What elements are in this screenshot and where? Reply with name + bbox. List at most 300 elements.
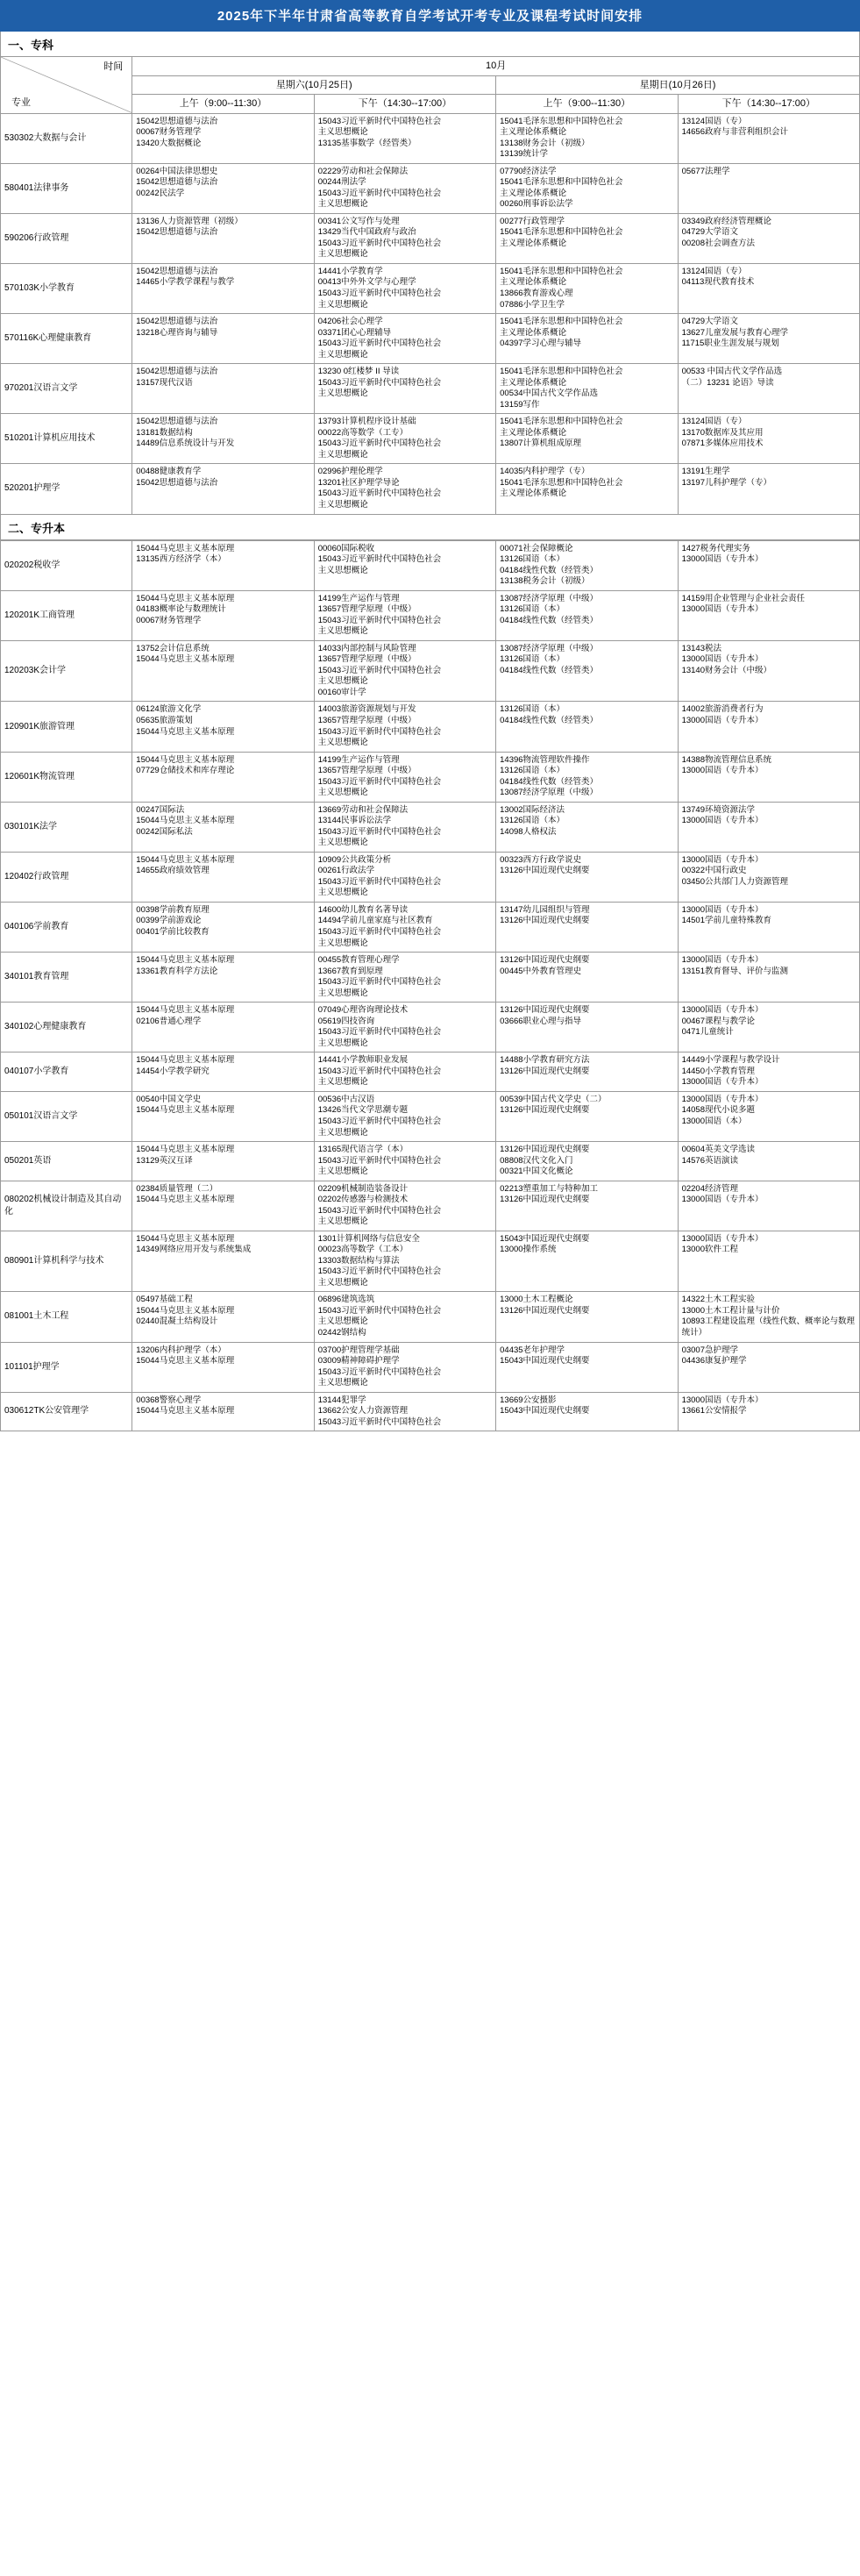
course-entry: 主义思想概论	[317, 349, 368, 360]
course-entry: 03450公共部门人力资源管理	[681, 876, 788, 887]
course-entry: 13000国语（专升本）	[681, 1077, 764, 1088]
course-slot-sun-pm	[678, 1292, 859, 1342]
course-entry: 02209机械制造装备设计	[317, 1183, 409, 1194]
course-entry: 13087经济学原理（中级）	[500, 593, 599, 603]
course-entry: 13230 0红楼梦 II 导读	[317, 367, 400, 377]
major-name-cell: 120901K旅游管理	[1, 702, 132, 752]
table-row	[1, 314, 860, 364]
course-entry: 15043中国近现代史纲要	[500, 1406, 590, 1416]
major-name-cell: 050101汉语言文学	[1, 1091, 132, 1141]
course-entry: 13662公安人力资源管理	[317, 1406, 409, 1416]
course-slot-sun-pm	[678, 414, 859, 464]
course-entry: 13426当代文学思潮专题	[317, 1105, 409, 1116]
course-entry: 13000国语（专升本）	[681, 854, 764, 865]
course-entry: 00540中国文学史	[136, 1094, 202, 1104]
major-name-cell: 101101护理学	[1, 1342, 132, 1392]
course-entry: 15041毛泽东思想和中国特色社会	[500, 227, 623, 238]
course-entry: 07049心理咨询理论技术	[317, 1005, 409, 1016]
course-entry: 15044马克思主义基本原理	[136, 1145, 235, 1155]
course-slot-sun-pm	[678, 1342, 859, 1392]
course-slot-sat-pm	[314, 1091, 495, 1141]
course-entry: 13147幼儿园组织与管理	[500, 904, 590, 915]
course-slot-sat-am	[132, 1181, 314, 1231]
course-entry: 13138财务会计（初级）	[500, 138, 590, 148]
course-entry: 主义理论体系概论	[500, 377, 567, 388]
course-entry: 13667教育到原理	[317, 966, 383, 976]
course-slot-sat-am	[132, 590, 314, 640]
course-slot-sun-am	[496, 1053, 678, 1092]
course-entry: 00533 中国古代文学作品选	[681, 367, 783, 377]
course-slot-sun-pm	[678, 1142, 859, 1181]
course-entry: 00321中国文化概论	[500, 1167, 573, 1177]
course-entry: 03371团心心理辅导	[317, 327, 392, 338]
course-entry: 15042思想道德与法治	[136, 227, 218, 238]
course-slot-sat-am	[132, 953, 314, 1003]
course-entry: 04397学习心理与辅导	[500, 339, 582, 349]
course-entry: 00242民法学	[136, 188, 185, 198]
course-entry: 13627儿童发展与教育心理学	[681, 327, 788, 338]
course-slot-sat-pm	[314, 364, 495, 414]
course-slot-sat-pm	[314, 314, 495, 364]
course-entry: 00534中国古代文学作品选	[500, 389, 599, 399]
course-entry: 00401学前比较教育	[136, 927, 210, 938]
major-name-cell: 030612TK公安管理学	[1, 1392, 132, 1431]
major-name-cell: 040107小学教育	[1, 1053, 132, 1092]
course-slot-sun-am	[496, 1292, 678, 1342]
course-entry: 15043习近平新时代中国特色社会	[317, 116, 442, 126]
table-row	[1, 902, 860, 952]
course-entry: 主义思想概论	[317, 676, 368, 687]
course-slot-sat-am	[132, 640, 314, 702]
course-slot-sun-pm	[678, 1053, 859, 1092]
course-entry: 15044马克思主义基本原理	[136, 1005, 235, 1016]
course-entry: 13661公安情报学	[681, 1406, 747, 1416]
course-entry: 主义思想概论	[317, 626, 368, 637]
course-entry: 05677法理学	[681, 166, 730, 176]
course-entry: 15042思想道德与法治	[136, 116, 218, 126]
course-slot-sat-pm	[314, 1053, 495, 1092]
course-entry: 14488小学教育研究方法	[500, 1055, 590, 1066]
course-entry: 13000国语（专升本）	[681, 1233, 764, 1244]
table-row	[1, 540, 860, 590]
course-entry: 13669公安摄影	[500, 1395, 557, 1405]
major-name-cell: 020202税收学	[1, 540, 132, 590]
major-name-cell: 340101教育管理	[1, 953, 132, 1003]
course-entry: 主义理论体系概论	[500, 489, 567, 499]
course-entry: 02229劳动和社会保障法	[317, 166, 409, 176]
course-entry: 15043习近平新时代中国特色社会	[317, 489, 442, 499]
course-entry: 13000国语（专升本）	[681, 554, 764, 565]
day1-am-header: 上午（9:00--11:30）	[132, 95, 314, 114]
course-entry: （二）13231 论语》导读	[681, 377, 774, 388]
course-entry: 15042思想道德与法治	[136, 317, 218, 327]
course-entry: 14441小学教师职业发展	[317, 1055, 409, 1066]
course-slot-sun-am	[496, 852, 678, 902]
course-entry: 13000国语（专升本）	[681, 715, 764, 725]
course-entry: 13181数据结构	[136, 427, 193, 438]
course-entry: 04184线性代数（经管类）	[500, 565, 599, 575]
course-entry: 主义思想概论	[317, 838, 368, 848]
course-slot-sat-pm	[314, 802, 495, 852]
course-entry: 00398学前教育原理	[136, 904, 210, 915]
course-entry: 10909公共政策分析	[317, 854, 392, 865]
course-slot-sat-am	[132, 1392, 314, 1431]
course-entry: 15041毛泽东思想和中国特色社会	[500, 317, 623, 327]
course-entry: 14098人格权法	[500, 826, 557, 837]
course-entry: 04206社会心理学	[317, 317, 383, 327]
course-entry: 10893工程建设监理（线性代数、概率论与数理统计）	[681, 1317, 855, 1338]
course-entry: 00060国际税收	[317, 543, 375, 553]
course-slot-sat-am	[132, 364, 314, 414]
course-entry: 13807计算机组成原理	[500, 439, 582, 449]
course-entry: 14322土木工程实验	[681, 1295, 755, 1305]
course-entry: 14396物流管理软件操作	[500, 754, 590, 765]
course-entry: 04184线性代数（经管类）	[500, 715, 599, 725]
course-entry: 13138税务会计（初级）	[500, 576, 590, 587]
course-entry: 15044马克思主义基本原理	[136, 1233, 235, 1244]
course-entry: 13420大数据概论	[136, 138, 202, 148]
course-entry: 13000国语（专升本）	[681, 766, 764, 776]
course-entry: 00368警察心理学	[136, 1395, 202, 1405]
course-entry: 13165现代语言学（本）	[317, 1145, 409, 1155]
course-entry: 13151教育督导、评价与监测	[681, 966, 788, 976]
course-slot-sun-am	[496, 314, 678, 364]
course-entry: 14449小学课程与教学设计	[681, 1055, 780, 1066]
schedule-body-1	[1, 113, 860, 514]
course-slot-sat-am	[132, 1091, 314, 1141]
course-slot-sat-pm	[314, 113, 495, 163]
course-slot-sat-pm	[314, 1003, 495, 1053]
major-name-cell: 530302大数据与会计	[1, 113, 132, 163]
course-entry: 15043习近平新时代中国特色社会	[317, 726, 442, 737]
course-entry: 14002旅游消费者行为	[681, 704, 764, 715]
table-row	[1, 1181, 860, 1231]
course-slot-sun-pm	[678, 540, 859, 590]
course-entry: 13749环境资源法学	[681, 804, 755, 815]
course-entry: 13669劳动和社会保障法	[317, 804, 409, 815]
course-entry: 14494学前儿童家庭与社区教育	[317, 916, 433, 926]
major-name-cell: 080202机械设计制造及其自动化	[1, 1181, 132, 1231]
course-slot-sun-pm	[678, 113, 859, 163]
course-entry: 00022高等数学（工专）	[317, 427, 409, 438]
course-entry: 02384质量管理（二）	[136, 1183, 218, 1194]
course-entry: 15041毛泽东思想和中国特色社会	[500, 116, 623, 126]
course-entry: 13135基事数学（经管类）	[317, 138, 416, 148]
course-entry: 15044马克思主义基本原理	[136, 754, 235, 765]
course-slot-sat-am	[132, 464, 314, 514]
course-entry: 13000国语（专升本）	[681, 654, 764, 665]
course-entry: 03009精神障碍护理学	[317, 1356, 400, 1366]
course-slot-sun-pm	[678, 364, 859, 414]
course-entry: 00445中外教育管理史	[500, 966, 582, 976]
course-entry: 00341公文写作与处理	[317, 216, 400, 226]
course-entry: 主义理论体系概论	[500, 327, 567, 338]
course-entry: 1301计算机网络与信息安全	[317, 1233, 420, 1244]
course-entry: 14489信息系统设计与开发	[136, 439, 235, 449]
course-slot-sun-am	[496, 953, 678, 1003]
major-name-cell: 520201护理学	[1, 464, 132, 514]
course-entry: 04436康复护理学	[681, 1356, 747, 1366]
course-entry: 13126国语（本）	[500, 554, 565, 565]
table-row	[1, 464, 860, 514]
course-slot-sat-pm	[314, 590, 495, 640]
course-entry: 03349政府经济管理概论	[681, 216, 771, 226]
course-slot-sat-pm	[314, 1181, 495, 1231]
month-header: 10月	[132, 57, 860, 76]
day2-header: 星期日(10月26日)	[496, 75, 860, 95]
course-entry: 13000国语（专升本）	[681, 904, 764, 915]
course-entry: 04729大学语文	[681, 317, 738, 327]
table-row	[1, 1231, 860, 1292]
course-slot-sun-am	[496, 590, 678, 640]
course-entry: 13144民事诉讼法学	[317, 816, 392, 826]
course-slot-sat-pm	[314, 902, 495, 952]
course-slot-sun-am	[496, 464, 678, 514]
course-entry: 00455教育管理心理学	[317, 955, 400, 966]
course-entry: 14033内部控制与风险管理	[317, 643, 416, 653]
course-entry: 13657管理学原理（中级）	[317, 766, 416, 776]
course-entry: 15043习近平新时代中国特色社会	[317, 288, 442, 298]
course-entry: 03007急护理学	[681, 1345, 738, 1355]
course-slot-sat-am	[132, 1142, 314, 1181]
table-row	[1, 1053, 860, 1092]
course-entry: 15043习近平新时代中国特色社会	[317, 927, 442, 938]
course-entry: 15043习近平新时代中国特色社会	[317, 1416, 442, 1427]
course-slot-sun-am	[496, 213, 678, 263]
course-entry: 00160审计学	[317, 687, 366, 697]
course-entry: 15044马克思主义基本原理	[136, 1305, 235, 1316]
course-slot-sun-am	[496, 1181, 678, 1231]
course-slot-sun-pm	[678, 1392, 859, 1431]
course-slot-sat-am	[132, 1053, 314, 1092]
course-entry: 13126中国近现代史纲要	[500, 955, 590, 966]
course-entry: 15043习近平新时代中国特色社会	[317, 776, 442, 787]
table-row	[1, 1292, 860, 1342]
table-row	[1, 702, 860, 752]
course-entry: 15043习近平新时代中国特色社会	[317, 1155, 442, 1166]
course-entry: 02213塑重加工与特种加工	[500, 1183, 599, 1194]
course-entry: 13126中国近现代史纲要	[500, 1145, 590, 1155]
course-entry: 主义理论体系概论	[500, 427, 567, 438]
course-entry: 13000国语（专升本）	[681, 1005, 764, 1016]
major-name-cell: 340102心理健康教育	[1, 1003, 132, 1053]
table-row	[1, 1392, 860, 1431]
course-entry: 15041毛泽东思想和中国特色社会	[500, 417, 623, 427]
course-slot-sun-pm	[678, 213, 859, 263]
course-entry: 13129英汉互译	[136, 1155, 193, 1166]
course-entry: 15043习近平新时代中国特色社会	[317, 1305, 442, 1316]
table-row	[1, 263, 860, 313]
course-entry: 15041毛泽东思想和中国特色社会	[500, 266, 623, 276]
course-entry: 13140财务会计（中级）	[681, 665, 771, 675]
course-slot-sun-pm	[678, 1231, 859, 1292]
major-name-cell: 030101K法学	[1, 802, 132, 852]
section-heading-1: 一、专科	[0, 32, 860, 56]
course-slot-sun-am	[496, 702, 678, 752]
course-slot-sat-am	[132, 802, 314, 852]
course-entry: 13144犯罪学	[317, 1395, 366, 1405]
course-entry: 15043习近平新时代中国特色社会	[317, 238, 442, 248]
course-entry: 06896建筑选筑	[317, 1295, 375, 1305]
course-entry: 15042思想道德与法治	[136, 266, 218, 276]
course-entry: 15044马克思主义基本原理	[136, 816, 235, 826]
table-row	[1, 1142, 860, 1181]
course-entry: 00208社会调查方法	[681, 238, 755, 248]
course-entry: 主义思想概论	[317, 299, 368, 310]
course-entry: 13000国语（专升本）	[681, 1195, 764, 1205]
course-entry: 00399学前游戏论	[136, 916, 202, 926]
table-row	[1, 364, 860, 414]
course-entry: 13126中国近现代史纲要	[500, 1105, 590, 1116]
course-slot-sun-pm	[678, 1091, 859, 1141]
course-slot-sun-am	[496, 1091, 678, 1141]
course-entry: 13000国语（本）	[681, 1116, 747, 1126]
course-slot-sun-pm	[678, 163, 859, 213]
course-slot-sun-pm	[678, 640, 859, 702]
course-entry: 13000土木工程计量与计价	[681, 1305, 780, 1316]
course-entry: 13126国语（本）	[500, 766, 565, 776]
course-entry: 15043习近平新时代中国特色社会	[317, 1066, 442, 1076]
course-entry: 主义理论体系概论	[500, 238, 567, 248]
course-slot-sun-am	[496, 752, 678, 802]
course-entry: 07790经济法学	[500, 166, 557, 176]
table-row	[1, 852, 860, 902]
major-name-cell: 970201汉语言文学	[1, 364, 132, 414]
course-entry: 15044马克思主义基本原理	[136, 1105, 235, 1116]
course-entry: 15043习近平新时代中国特色社会	[317, 1267, 442, 1277]
course-slot-sun-am	[496, 163, 678, 213]
course-slot-sat-pm	[314, 163, 495, 213]
course-entry: 15043习近平新时代中国特色社会	[317, 377, 442, 388]
course-entry: 主义思想概论	[317, 1317, 368, 1327]
course-entry: 04184线性代数（经管类）	[500, 615, 599, 625]
course-entry: 主义思想概论	[317, 888, 368, 898]
major-axis-label: 专业	[11, 97, 31, 109]
table-row	[1, 1342, 860, 1392]
course-entry: 04729大学语文	[681, 227, 738, 238]
course-slot-sat-pm	[314, 213, 495, 263]
course-entry: 00242国际私法	[136, 826, 193, 837]
course-entry: 15041毛泽东思想和中国特色社会	[500, 177, 623, 188]
course-entry: 04184线性代数（经管类）	[500, 776, 599, 787]
course-entry: 07871多媒体应用技术	[681, 439, 764, 449]
course-slot-sat-pm	[314, 1231, 495, 1292]
course-entry: 15044马克思主义基本原理	[136, 1195, 235, 1205]
course-entry: 15042思想道德与法治	[136, 177, 218, 188]
course-entry: 14388物流管理信息系统	[681, 754, 771, 765]
course-slot-sun-pm	[678, 702, 859, 752]
course-slot-sun-pm	[678, 752, 859, 802]
course-entry: 15043习近平新时代中国特色社会	[317, 1027, 442, 1038]
course-entry: 主义思想概论	[317, 788, 368, 798]
major-name-cell: 570103K小学教育	[1, 263, 132, 313]
course-slot-sat-am	[132, 314, 314, 364]
course-entry: 13143税法	[681, 643, 721, 653]
course-entry: 14454小学教学研究	[136, 1066, 210, 1076]
major-name-cell: 120601K物流管理	[1, 752, 132, 802]
course-entry: 00322中国行政史	[681, 866, 747, 876]
table-row	[1, 953, 860, 1003]
course-slot-sun-pm	[678, 1003, 859, 1053]
course-entry: 15043习近平新时代中国特色社会	[317, 615, 442, 625]
course-entry: 0471儿童统计	[681, 1027, 734, 1038]
course-entry: 13124国语（专）	[681, 266, 747, 276]
course-entry: 02202传感器与检测技术	[317, 1195, 409, 1205]
course-entry: 主义思想概论	[317, 199, 368, 210]
major-name-cell: 040106学前教育	[1, 902, 132, 952]
course-slot-sun-am	[496, 414, 678, 464]
course-entry: 13000国语（专升本）	[681, 816, 764, 826]
course-entry: 15043习近平新时代中国特色社会	[317, 554, 442, 565]
course-slot-sun-pm	[678, 590, 859, 640]
course-entry: 主义理论体系概论	[500, 277, 567, 288]
course-entry: 13170数据库及其应用	[681, 427, 764, 438]
course-entry: 14655政府绩效管理	[136, 866, 210, 876]
schedule-table-1	[0, 56, 860, 515]
course-entry: 15044马克思主义基本原理	[136, 955, 235, 966]
major-name-cell: 120402行政管理	[1, 852, 132, 902]
course-entry: 13000操作系统	[500, 1245, 557, 1255]
course-entry: 13126中国近现代史纲要	[500, 1066, 590, 1076]
course-slot-sat-am	[132, 1003, 314, 1053]
course-slot-sun-am	[496, 902, 678, 952]
course-entry: 13197儿科护理学（专）	[681, 477, 771, 488]
course-entry: 13157现代汉语	[136, 377, 193, 388]
course-slot-sun-pm	[678, 1181, 859, 1231]
course-entry: 00467课程与教学论	[681, 1016, 755, 1026]
course-entry: 主义思想概论	[317, 1167, 368, 1177]
course-entry: 13429当代中国政府与政治	[317, 227, 416, 238]
course-entry: 00488健康教育学	[136, 467, 202, 477]
course-entry: 14199生产运作与管理	[317, 754, 400, 765]
course-slot-sat-am	[132, 263, 314, 313]
course-entry: 15044马克思主义基本原理	[136, 593, 235, 603]
course-entry: 15042思想道德与法治	[136, 367, 218, 377]
day2-am-header: 上午（9:00--11:30）	[496, 95, 678, 114]
course-entry: 14450小学教育管理	[681, 1066, 755, 1076]
table-row	[1, 163, 860, 213]
course-slot-sat-pm	[314, 1342, 495, 1392]
course-slot-sat-pm	[314, 852, 495, 902]
course-entry: 14003旅游资源规划与开发	[317, 704, 416, 715]
course-entry: 13136人力资源管理（初级）	[136, 216, 243, 226]
course-entry: 13002国际经济法	[500, 804, 565, 815]
course-entry: 14058现代小说多题	[681, 1105, 755, 1116]
course-slot-sat-am	[132, 113, 314, 163]
course-entry: 主义思想概论	[317, 127, 368, 138]
course-entry: 04435老年护理学	[500, 1345, 565, 1355]
course-entry: 15043习近平新时代中国特色社会	[317, 1366, 442, 1377]
day1-header: 星期六(10月25日)	[132, 75, 496, 95]
table-row	[1, 590, 860, 640]
course-entry: 07886小学卫生学	[500, 299, 565, 310]
course-entry: 13218心理咨询与辅导	[136, 327, 218, 338]
course-entry: 13087经济学原理（中级）	[500, 643, 599, 653]
course-entry: 04184线性代数（经管类）	[500, 665, 599, 675]
course-entry: 主义思想概论	[317, 1038, 368, 1048]
course-slot-sat-pm	[314, 1292, 495, 1342]
page-title: 2025年下半年甘肃省高等教育自学考试开考专业及课程考试时间安排	[0, 0, 860, 32]
course-entry: 主义思想概论	[317, 1077, 368, 1088]
course-slot-sun-pm	[678, 263, 859, 313]
course-entry: 主义思想概论	[317, 1277, 368, 1288]
course-entry: 15043习近平新时代中国特色社会	[317, 665, 442, 675]
time-axis-label: 时间	[103, 61, 124, 72]
course-entry: 05619四技咨询	[317, 1016, 375, 1026]
course-entry: 15044马克思主义基本原理	[136, 543, 235, 553]
course-slot-sun-pm	[678, 464, 859, 514]
course-entry: 02442钢结构	[317, 1328, 366, 1338]
